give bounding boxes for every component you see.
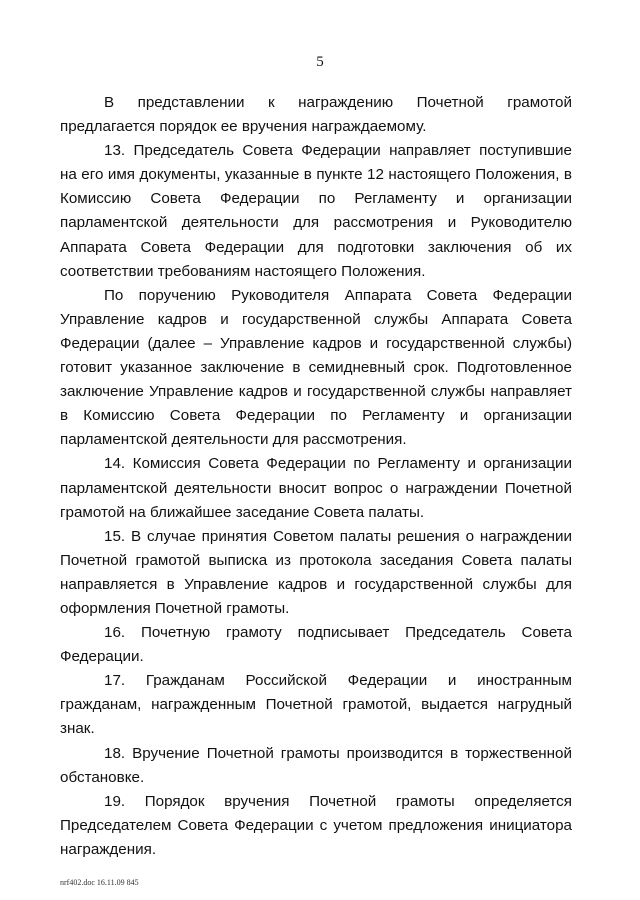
paragraph-16: 16. Почетную грамоту подписывает Председатель Совета Федерации. (60, 624, 572, 666)
file-reference-footer: nrf402.doc 16.11.09 845 (60, 878, 139, 887)
paragraph-19: 19. Порядок вручения Почетной грамоты определяется Председателем Совета Федерации с учетом предложения инициатора награждения. (60, 792, 572, 858)
paragraph-17: 17. Гражданам Российской Федерации и иностранным гражданам, награжденным Почетной грамотой, выдается нагрудный знак. (60, 672, 572, 738)
paragraph-13: 13. Председатель Совета Федерации направляет поступившие на его имя документы, указанные в пункте 12 настоящего Положения, в Комиссию Совета Федерации по Регламенту и организации парламентской деятельности для рассмотрения и Руководителю Аппарата Совета Федерации для подготовки заключения об их соответствии требованиям настоящего Положения. (60, 142, 572, 280)
paragraph-15: 15. В случае принятия Советом палаты решения о награждении Почетной грамотой выписка из протокола заседания Совета палаты направляется в Управление кадров и государственной службы для оформления Почетной грамоты. (60, 527, 572, 617)
page-number: 5 (316, 54, 324, 70)
paragraph-18: 18. Вручение Почетной грамоты производится в торжественной обстановке. (60, 744, 572, 786)
document-body (60, 91, 572, 862)
paragraph-14: 14. Комиссия Совета Федерации по Регламенту и организации парламентской деятельности вносит вопрос о награждении Почетной грамотой на ближайшее заседание Совета палаты. (60, 455, 572, 521)
paragraph-intro: В представлении к награждению Почетной грамотой предлагается порядок ее вручения награждаемому. (60, 94, 572, 136)
paragraph-13-continued: По поручению Руководителя Аппарата Совета Федерации Управление кадров и государственной службы Аппарата Совета Федерации (далее – Управление кадров и государственной службы) готовит указанное заключение в семидневный срок. Подготовленное заключение Управление кадров и государственной службы направляет в Комиссию Совета Федерации по Регламенту и организации парламентской деятельности для рассмотрения. (60, 286, 572, 449)
